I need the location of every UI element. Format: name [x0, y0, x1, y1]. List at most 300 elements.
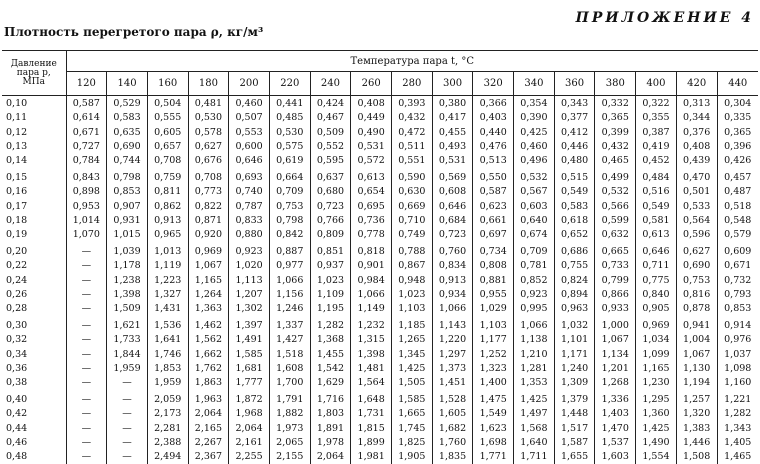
density-cell: 1,959	[107, 361, 148, 375]
density-cell: 0,460	[229, 96, 270, 111]
density-cell: 0,671	[717, 258, 758, 272]
density-cell: 1,872	[229, 390, 270, 406]
density-cell: 0,799	[595, 273, 636, 287]
density-cell: 1,509	[107, 302, 148, 316]
density-cell: 1,497	[514, 407, 555, 421]
density-cell: 0,355	[636, 110, 677, 124]
density-cell: 0,587	[473, 184, 514, 198]
density-cell: 1,963	[188, 390, 229, 406]
density-cell: 1,000	[595, 316, 636, 332]
table-row	[2, 361, 758, 375]
density-cell: 0,788	[392, 242, 433, 258]
density-cell: 1,968	[229, 407, 270, 421]
density-cell: 1,023	[310, 273, 351, 287]
density-cell: 0,596	[676, 228, 717, 242]
density-cell: 1,130	[676, 361, 717, 375]
density-cell: 2,064	[229, 421, 270, 435]
density-cell: 1,803	[310, 407, 351, 421]
density-cell: 0,365	[595, 110, 636, 124]
density-cell: 0,657	[147, 139, 188, 153]
density-cell: 1,177	[473, 333, 514, 347]
density-cell: 1,282	[310, 316, 351, 332]
density-cell: 1,067	[188, 258, 229, 272]
density-cell: 0,723	[432, 228, 473, 242]
density-cell: 1,023	[392, 287, 433, 301]
table-row	[2, 435, 758, 449]
density-cell: 1,252	[473, 347, 514, 361]
temperature-columns-row	[2, 72, 758, 96]
density-cell: 1,640	[514, 435, 555, 449]
density-cell: 1,899	[351, 435, 392, 449]
density-cell: 0,749	[392, 228, 433, 242]
density-cell: 0,734	[473, 242, 514, 258]
pressure-cell: 0,14	[2, 154, 66, 168]
density-cell: 0,654	[351, 184, 392, 198]
density-cell: 0,871	[188, 213, 229, 227]
density-cell: 1,363	[188, 302, 229, 316]
density-cell: 0,695	[351, 199, 392, 213]
pressure-cell: 0,17	[2, 199, 66, 213]
density-cell: 0,969	[188, 242, 229, 258]
density-cell: 0,417	[432, 110, 473, 124]
density-cell: 0,920	[188, 228, 229, 242]
density-cell: 1,731	[351, 407, 392, 421]
density-cell: 0,637	[310, 168, 351, 184]
density-cell: 1,101	[554, 333, 595, 347]
density-cell: 1,066	[432, 302, 473, 316]
density-cell: 1,066	[269, 273, 310, 287]
density-cell: 0,587	[66, 96, 107, 111]
density-cell: 0,313	[676, 96, 717, 111]
density-cell: 0,887	[269, 242, 310, 258]
density-cell: 1,405	[717, 435, 758, 449]
density-cell: 1,337	[269, 316, 310, 332]
density-cell: 0,652	[554, 228, 595, 242]
pressure-header-line-1: Давление	[2, 60, 66, 69]
density-cell: 0,366	[473, 96, 514, 111]
density-cell: —	[107, 435, 148, 449]
table-row	[2, 316, 758, 332]
density-cell: —	[66, 376, 107, 390]
density-cell: 1,397	[229, 316, 270, 332]
density-cell: 0,690	[107, 139, 148, 153]
density-cell: —	[66, 390, 107, 406]
density-cell: 1,629	[310, 376, 351, 390]
density-cell: 0,811	[147, 184, 188, 198]
density-cell: —	[66, 258, 107, 272]
density-cell: 0,412	[554, 125, 595, 139]
density-cell: 0,487	[717, 184, 758, 198]
density-cell: 0,661	[473, 213, 514, 227]
density-cell: 1,462	[188, 316, 229, 332]
density-cell: 0,852	[514, 273, 555, 287]
page-title: Плотность перегретого пара ρ, кг/м³	[4, 25, 263, 39]
density-cell: —	[107, 390, 148, 406]
density-cell: 0,881	[473, 273, 514, 287]
density-cell: 0,834	[432, 258, 473, 272]
density-cell: 1,536	[147, 316, 188, 332]
density-cell: 1,771	[473, 450, 514, 464]
pressure-cell: 0,40	[2, 390, 66, 406]
density-cell: 1,745	[392, 421, 433, 435]
density-cell: 0,913	[147, 213, 188, 227]
density-cell: 0,934	[432, 287, 473, 301]
density-cell: 1,156	[269, 287, 310, 301]
table-row	[2, 302, 758, 316]
density-cell: 0,953	[66, 199, 107, 213]
density-cell: 0,923	[229, 242, 270, 258]
density-cell: 0,680	[310, 184, 351, 198]
density-cell: 0,808	[473, 258, 514, 272]
density-cell: 1,711	[514, 450, 555, 464]
density-cell: 1,549	[473, 407, 514, 421]
density-cell: 1,143	[432, 316, 473, 332]
density-cell: 0,630	[392, 184, 433, 198]
density-cell: 0,760	[432, 242, 473, 258]
density-cell: 0,793	[717, 287, 758, 301]
density-cell: 0,684	[432, 213, 473, 227]
density-cell: 0,787	[229, 199, 270, 213]
density-cell: 1,032	[554, 316, 595, 332]
density-cell: 1,015	[107, 228, 148, 242]
density-cell: 0,840	[636, 287, 677, 301]
density-cell: 0,727	[66, 139, 107, 153]
density-cell: 1,240	[554, 361, 595, 375]
density-cell: 0,467	[310, 110, 351, 124]
pressure-cell: 0,19	[2, 228, 66, 242]
density-cell: 0,440	[473, 125, 514, 139]
density-cell: 0,424	[310, 96, 351, 111]
density-cell: 0,564	[676, 213, 717, 227]
density-cell: 0,484	[636, 168, 677, 184]
density-cell: 1,360	[636, 407, 677, 421]
density-cell: 0,773	[188, 184, 229, 198]
density-cell: 0,798	[269, 213, 310, 227]
pressure-cell: 0,10	[2, 96, 66, 111]
density-cell: 1,716	[310, 390, 351, 406]
density-cell: 1,465	[717, 450, 758, 464]
density-cell: 1,891	[310, 421, 351, 435]
density-cell: 0,549	[554, 184, 595, 198]
density-cell: 0,515	[554, 168, 595, 184]
density-cell: 0,396	[717, 139, 758, 153]
density-cell: 0,784	[66, 154, 107, 168]
density-cell: —	[107, 407, 148, 421]
density-cell: 0,866	[595, 287, 636, 301]
density-cell: 1,605	[432, 407, 473, 421]
density-cell: 1,425	[636, 421, 677, 435]
density-cell: 0,603	[514, 199, 555, 213]
density-cell: 1,585	[392, 390, 433, 406]
density-cell: 1,103	[473, 316, 514, 332]
density-cell: —	[66, 421, 107, 435]
density-cell: 0,550	[473, 168, 514, 184]
density-cell: 0,613	[351, 168, 392, 184]
density-cell: 0,599	[595, 213, 636, 227]
density-cell: 0,627	[676, 242, 717, 258]
density-cell: 1,398	[107, 287, 148, 301]
density-cell: 1,379	[554, 390, 595, 406]
table-row	[2, 139, 758, 153]
density-cell: 1,517	[554, 421, 595, 435]
density-cell: 0,496	[514, 154, 555, 168]
density-cell: 1,978	[310, 435, 351, 449]
density-cell: 0,753	[676, 273, 717, 287]
table-row	[2, 154, 758, 168]
density-cell: 1,403	[595, 407, 636, 421]
density-cell: 0,354	[514, 96, 555, 111]
density-cell: 2,173	[147, 407, 188, 421]
density-cell: 0,449	[351, 110, 392, 124]
density-cell: 0,481	[188, 96, 229, 111]
density-cell: 0,619	[269, 154, 310, 168]
density-cell: 1,004	[676, 333, 717, 347]
table-row	[2, 184, 758, 198]
density-cell: 1,981	[351, 450, 392, 464]
density-cell: 1,777	[229, 376, 270, 390]
density-cell: 1,554	[636, 450, 677, 464]
pressure-cell: 0,16	[2, 184, 66, 198]
density-cell: 1,665	[392, 407, 433, 421]
density-cell: 0,686	[554, 242, 595, 258]
density-cell: 1,973	[269, 421, 310, 435]
density-cell: 0,723	[310, 199, 351, 213]
density-cell: 1,109	[310, 287, 351, 301]
table-row	[2, 110, 758, 124]
density-cell: 0,548	[717, 213, 758, 227]
density-cell: 0,441	[269, 96, 310, 111]
density-cell: 1,220	[432, 333, 473, 347]
density-cell: 1,353	[514, 376, 555, 390]
density-cell: 1,400	[473, 376, 514, 390]
density-cell: 1,481	[351, 361, 392, 375]
density-cell: 0,913	[432, 273, 473, 287]
density-cell: 1,165	[636, 361, 677, 375]
pressure-header-line-2: пара p,	[2, 69, 66, 78]
density-cell: 0,511	[392, 139, 433, 153]
density-cell: 1,648	[351, 390, 392, 406]
density-cell: 1,446	[676, 435, 717, 449]
density-cell: 1,681	[229, 361, 270, 375]
density-cell: 1,490	[636, 435, 677, 449]
density-cell: 1,425	[514, 390, 555, 406]
table-row	[2, 242, 758, 258]
density-cell: 2,064	[310, 450, 351, 464]
density-cell: 1,232	[351, 316, 392, 332]
density-cell: 0,851	[310, 242, 351, 258]
density-cell: 0,476	[473, 139, 514, 153]
density-cell: 1,029	[473, 302, 514, 316]
density-cell: 0,833	[229, 213, 270, 227]
density-cell: 2,165	[188, 421, 229, 435]
density-cell: 1,171	[554, 347, 595, 361]
density-cell: 0,635	[107, 125, 148, 139]
density-cell: 0,613	[636, 228, 677, 242]
density-cell: 1,491	[229, 333, 270, 347]
pressure-cell: 0,22	[2, 258, 66, 272]
density-cell: 1,297	[432, 347, 473, 361]
density-cell: 0,822	[188, 199, 229, 213]
density-cell: 0,907	[107, 199, 148, 213]
temperature-column-360: 360	[554, 72, 595, 96]
density-cell: 1,195	[310, 302, 351, 316]
density-cell: 0,711	[636, 258, 677, 272]
temperature-header: Температура пара t, °C	[66, 51, 758, 72]
density-cell: 0,880	[229, 228, 270, 242]
density-cell: 1,066	[514, 316, 555, 332]
density-cell: 0,504	[147, 96, 188, 111]
density-cell: 0,332	[595, 96, 636, 111]
density-cell: 0,380	[432, 96, 473, 111]
temperature-column-300: 300	[432, 72, 473, 96]
density-cell: 0,569	[432, 168, 473, 184]
density-cell: 0,842	[269, 228, 310, 242]
density-cell: 1,336	[595, 390, 636, 406]
density-cell: 0,583	[107, 110, 148, 124]
density-cell: —	[66, 347, 107, 361]
density-cell: 0,824	[554, 273, 595, 287]
density-cell: 1,398	[351, 347, 392, 361]
density-cell: 0,533	[676, 199, 717, 213]
density-cell: —	[66, 333, 107, 347]
density-cell: 0,775	[636, 273, 677, 287]
density-cell: 1,264	[188, 287, 229, 301]
density-cell: 0,304	[717, 96, 758, 111]
density-cell: 0,627	[188, 139, 229, 153]
density-cell: 2,494	[147, 450, 188, 464]
density-cell: —	[66, 242, 107, 258]
temperature-column-220: 220	[269, 72, 310, 96]
density-cell: 0,480	[554, 154, 595, 168]
density-cell: 0,555	[147, 110, 188, 124]
density-cell: 1,282	[717, 407, 758, 421]
density-cell: 0,690	[676, 258, 717, 272]
table-row	[2, 213, 758, 227]
density-cell: 0,408	[351, 96, 392, 111]
density-cell: 1,568	[514, 421, 555, 435]
density-cell: 1,345	[392, 347, 433, 361]
density-cell: 0,485	[269, 110, 310, 124]
density-cell: 0,923	[514, 287, 555, 301]
pressure-cell: 0,12	[2, 125, 66, 139]
density-cell: 1,014	[66, 213, 107, 227]
temperature-column-200: 200	[229, 72, 270, 96]
density-cell: 1,425	[392, 361, 433, 375]
appendix-label: ПРИЛОЖЕНИЕ 4	[576, 10, 754, 26]
density-cell: 0,671	[66, 125, 107, 139]
density-cell: 1,067	[595, 333, 636, 347]
density-cell: 1,762	[188, 361, 229, 375]
temperature-column-400: 400	[636, 72, 677, 96]
density-cell: 0,403	[473, 110, 514, 124]
temperature-column-440: 440	[717, 72, 758, 96]
pressure-cell: 0,34	[2, 347, 66, 361]
pressure-cell: 0,11	[2, 110, 66, 124]
table-row	[2, 421, 758, 435]
density-cell: 0,513	[473, 154, 514, 168]
density-cell: 1,508	[676, 450, 717, 464]
density-cell: 0,490	[351, 125, 392, 139]
density-cell: 0,529	[107, 96, 148, 111]
density-cell: 1,698	[473, 435, 514, 449]
density-cell: 0,452	[636, 154, 677, 168]
density-cell: 0,976	[717, 333, 758, 347]
table-row	[2, 407, 758, 421]
pressure-cell: 0,15	[2, 168, 66, 184]
density-cell: 1,134	[595, 347, 636, 361]
density-cell: 2,059	[147, 390, 188, 406]
density-cell: 0,551	[392, 154, 433, 168]
density-cell: 0,778	[351, 228, 392, 242]
density-cell: 0,674	[514, 228, 555, 242]
table-row	[2, 199, 758, 213]
table-row	[2, 168, 758, 184]
density-cell: 2,367	[188, 450, 229, 464]
density-cell: 0,709	[269, 184, 310, 198]
density-cell: 0,390	[514, 110, 555, 124]
density-cell: 0,387	[636, 125, 677, 139]
density-cell: 0,755	[554, 258, 595, 272]
density-cell: 1,733	[107, 333, 148, 347]
pressure-cell: 0,20	[2, 242, 66, 258]
density-cell: 1,178	[107, 258, 148, 272]
temperature-column-420: 420	[676, 72, 717, 96]
density-cell: 1,542	[310, 361, 351, 375]
density-cell: 0,977	[269, 258, 310, 272]
density-cell: 0,898	[66, 184, 107, 198]
table-body	[2, 96, 758, 464]
density-cell: —	[66, 361, 107, 375]
density-cell: 0,809	[310, 228, 351, 242]
density-cell: 1,066	[351, 287, 392, 301]
density-cell: 0,781	[514, 258, 555, 272]
density-cell: 1,194	[676, 376, 717, 390]
density-cell: 0,583	[554, 199, 595, 213]
density-cell: 0,432	[595, 139, 636, 153]
density-cell: 1,320	[676, 407, 717, 421]
density-cell: 0,623	[473, 199, 514, 213]
density-cell: 0,377	[554, 110, 595, 124]
density-cell: 1,165	[188, 273, 229, 287]
density-cell: 1,309	[554, 376, 595, 390]
density-cell: 1,505	[392, 376, 433, 390]
density-cell: 1,201	[595, 361, 636, 375]
density-cell: 1,302	[229, 302, 270, 316]
density-cell: 0,493	[432, 139, 473, 153]
density-cell: 1,067	[676, 347, 717, 361]
density-cell: 1,844	[107, 347, 148, 361]
density-cell: 0,914	[717, 316, 758, 332]
density-cell: 0,759	[147, 168, 188, 184]
density-cell: 1,257	[676, 390, 717, 406]
density-cell: 0,507	[229, 110, 270, 124]
density-cell: 0,553	[229, 125, 270, 139]
pressure-cell: 0,13	[2, 139, 66, 153]
temperature-column-120: 120	[66, 72, 107, 96]
density-cell: 0,933	[595, 302, 636, 316]
density-cell: —	[66, 302, 107, 316]
density-cell: 0,376	[676, 125, 717, 139]
density-cell: 0,614	[66, 110, 107, 124]
density-cell: 1,315	[351, 333, 392, 347]
density-cell: 0,530	[269, 125, 310, 139]
density-table	[2, 50, 758, 464]
density-cell: 1,448	[554, 407, 595, 421]
density-cell: 0,518	[717, 199, 758, 213]
density-cell: 1,149	[351, 302, 392, 316]
density-cell: 0,470	[676, 168, 717, 184]
density-cell: 0,595	[310, 154, 351, 168]
